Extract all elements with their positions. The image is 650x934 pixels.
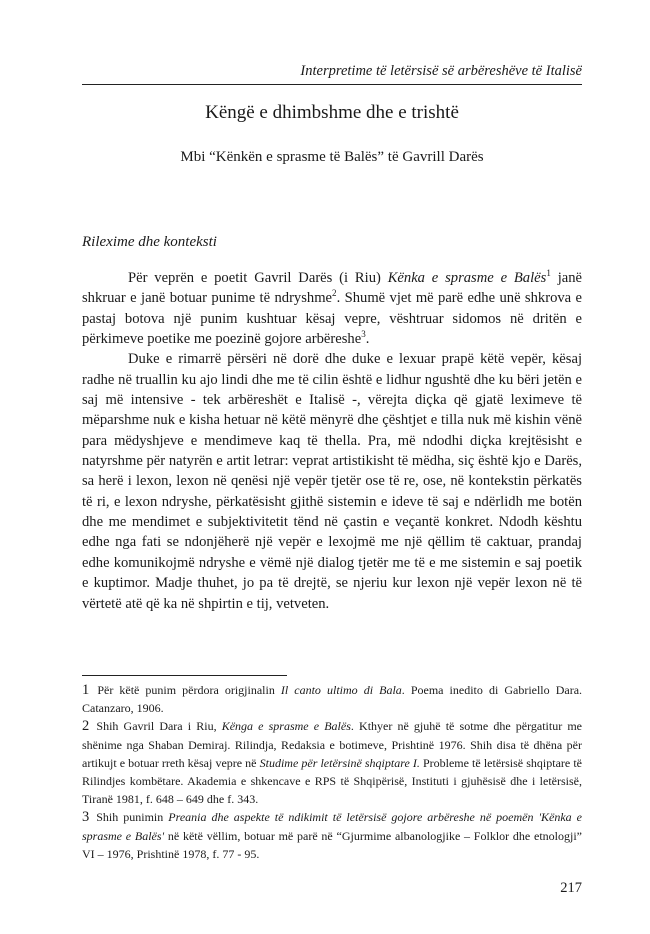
chapter-subtitle: Mbi “Kënkën e sprasme të Balës” të Gavrill Darës	[180, 149, 484, 165]
footnotes	[82, 681, 582, 863]
header-rule	[82, 84, 582, 85]
footnote-ref-1[interactable]: 1	[546, 268, 551, 279]
footnote-text: . Kthyer në gjuhë të sotme dhe përgatitur me shënime nga Shaban Demiraj. Rilindja, Redaksia e botimeve, Prishtinë 1976. Shih disa të dhëna për artikujt e botuar rreth kësaj vepre në	[82, 719, 582, 770]
footnote-number: 2	[82, 718, 90, 735]
paragraph-text: Për veprën e poetit Gavril Darës (i Riu)	[128, 270, 388, 286]
footnote-text: Shih Gavril Dara i Riu,	[96, 719, 222, 734]
footnote-text: Probleme të letërsisë shqiptare të Rilindjes kombëtare. Akademia e shkencave e RPS të Shqipërisë, Instituti i gjuhësisë dhe i letërsisë, Tiranë 1981, f. 648 – 649 dhe f. 343.	[82, 755, 582, 807]
footnote-italic: Kënga e sprasme e Balës	[221, 719, 351, 734]
footnote-1	[82, 681, 582, 717]
footnote-italic: Preania dhe aspekte të ndikimit të letërsisë gojore arbëreshe në poemën 'Kënka e sprasme e Balës'	[82, 810, 582, 843]
footnote-number: 3	[82, 809, 90, 826]
paragraph-1	[82, 268, 582, 349]
footnote-text: Për këtë punim përdora origjinalin	[97, 683, 281, 697]
paragraph-2: Duke e rimarrë përsëri në dorë dhe duke e lexuar prapë këtë vepër, kësaj radhe në truallin ku ajo lindi dhe me të cilin është e lidhur ngushtë dhe ku bëri jetën e saj më intensive - tek arbëreshët e Italisë -, vërejta diçka që gjatë leximeve të mëparshme nuk e kisha hetuar në këtë mënyrë dhe çështjet e tilla nuk më kishin vënë para mëdyshjeve e mendimeve kaq të thella. Pra, më ndodhi diçka krejtësisht e natyrshme për natyrën e artit letrar: veprat artistikisht të mëdha, siç është kjo e Darës, sa herë i lexon, lexon në qenësi një vepër tjetër ose të re, ose, në kontekstin përkatës të ri, e lexon ndryshe, përkatësisht gjithë sistemin e ideve të saj e ndërlidh me botën dhe me mendimet e subjektivitetit tënd në çastin e veçantë konkret. Ndodh kështu edhe nga fati se ndonjëherë një vepër e lexojmë me një qëllim të caktuar, prandaj edhe komunikojmë ndryshe e vëmë një dialog tjetër me të e me sistemin e saj poetik e kuptimor. Madje thuhet, jo pa të drejtë, se njeriu kur lexon një vepër lexon në të vërtetë atë që ka në shpirtin e tij, vetveten.	[82, 351, 582, 612]
footnote-number: 1	[82, 682, 90, 698]
footnote-2	[82, 717, 582, 808]
footnote-text: . Poema inedito di Gabriello Dara. Catanzaro, 1906.	[82, 683, 583, 716]
page-number: 217	[560, 880, 582, 896]
footnote-3	[82, 808, 582, 863]
footnote-ref-2[interactable]: 2	[332, 288, 337, 299]
footnote-text: Shih punimin	[96, 810, 169, 825]
paragraph-text: janë shkruar e janë botuar punime të ndryshme	[82, 270, 582, 307]
work-title: Kënka e sprasme e Balës	[387, 270, 547, 286]
footnote-rule	[82, 675, 287, 676]
footnote-italic: Studime për letërsinë shqiptare I.	[259, 755, 420, 770]
running-header: Interpretime të letërsisë së arbëreshëve të Italisë	[300, 63, 582, 79]
footnote-ref-3[interactable]: 3	[361, 329, 366, 340]
section-heading: Rilexime dhe konteksti	[82, 234, 217, 250]
footnote-italic: Il canto ultimo di Bala	[280, 683, 402, 697]
chapter-title: Këngë e dhimbshme dhe e trishtë	[205, 102, 459, 123]
paragraph-text: . Shumë vjet më parë edhe unë shkrova e pastaj botova një punim kushtuar kësaj vepre, vështruar sidomos në dritën e përkimeve poetike me poezinë gojore arbëreshe	[82, 290, 583, 348]
paragraph-text: .	[365, 331, 370, 348]
body-text	[82, 268, 582, 614]
footnote-text: në këtë vëllim, botuar më parë në “Gjurmime albanologjike – Folklor dhe etnologji” VI – 1976, Prishtinë 1978, f. 77 - 95.	[82, 828, 582, 861]
